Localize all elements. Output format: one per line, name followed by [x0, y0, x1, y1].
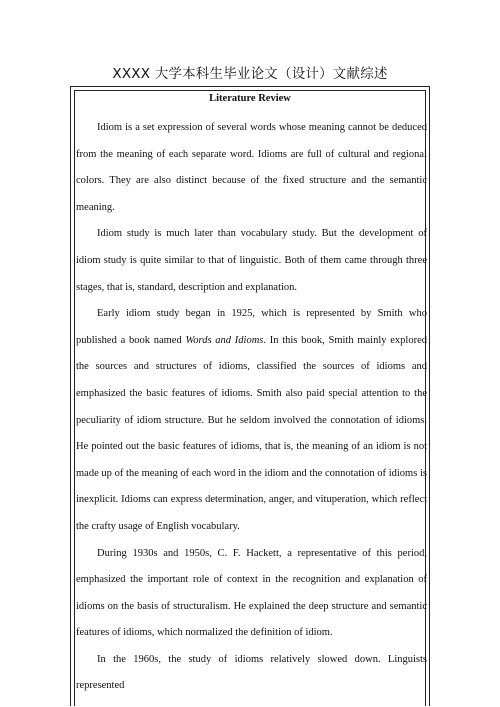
paragraph-5: In the 1960s, the study of idioms relatively slowed down. Linguists represented [76, 653, 427, 692]
paragraph-2: Idiom study is much later than vocabulary study. But the development of idiom study is quite similar to that of linguistic. Both of them came through three stages, that is, standard, description and explanation. [76, 228, 427, 293]
paragraph-3-rest: . In this book, Smith mainly explored the sources and structures of idioms, classified the sources of idioms and emphasized the basic features of idioms. Smith also paid special attention to the peculiarity of idiom structure. But he seldom involved the connotation of idioms. He pointed out the basic features of idioms, that is, the meaning of an idiom is not made up of the meaning of each word in the idiom and the connotation of idioms is inexplicit. Idioms can express determination, anger, and vituperation, which reflect the crafty usage of English vocabulary. [76, 334, 427, 532]
paragraph-4: During 1930s and 1950s, C. F. Hackett, a representative of this period, emphasized the important role of context in the recognition and explanation of idioms on the basis of structuralism. He explained the deep structure and semantic features of idioms, which normalized the definition of idiom. [76, 547, 427, 639]
review-body [76, 115, 427, 700]
paragraph-3 [76, 301, 427, 540]
book-title: Words and Idioms [185, 334, 264, 346]
document-title: XXXX 大学本科生毕业论文（设计）文献综述 [112, 66, 388, 82]
paragraph-1: Idiom is a set expression of several words whose meaning cannot be deduced from the meaning of each separate word. Idioms are full of cultural and regional colors. They are also distinct because of the fixed structure and the semantic meaning. [76, 122, 427, 213]
section-heading: Literature Review [209, 93, 291, 104]
paragraph-3-lead: Early idiom study began in 1925, which is represented by Smith who published a book named [76, 308, 427, 346]
